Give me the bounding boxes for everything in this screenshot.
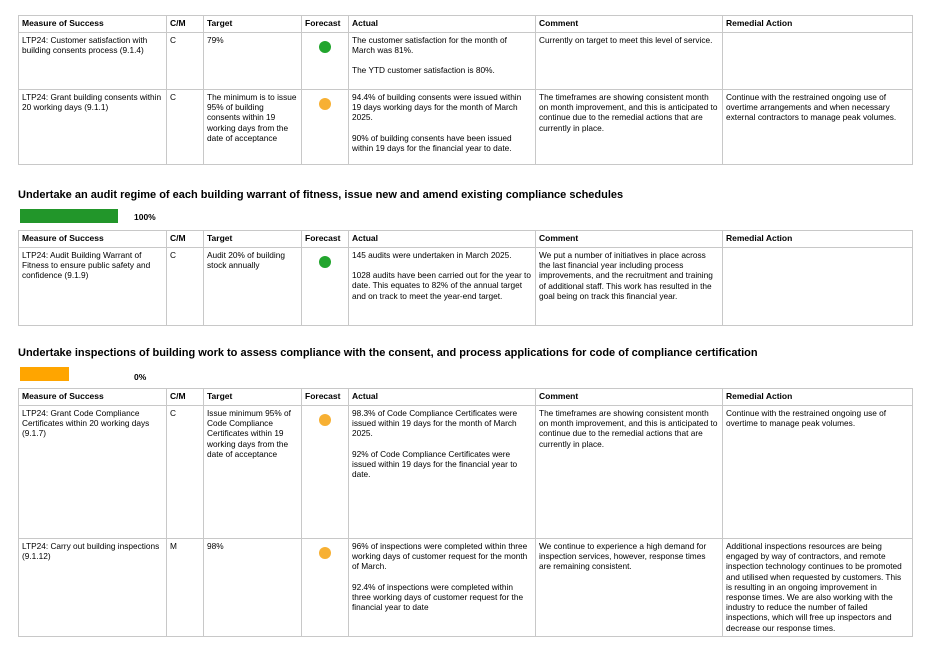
measure-cell: LTP24: Audit Building Warrant of Fitness to ensure public safety and confidence (9.1.9) xyxy=(19,248,167,326)
comment-cell: The timeframes are showing consistent month on month improvement, and this is anticipated to continue due to the remedial actions that are currently in place. xyxy=(536,406,723,539)
col-header-remedial: Remedial Action xyxy=(723,231,913,248)
target-cell: 98% xyxy=(204,539,302,637)
col-header-remedial: Remedial Action xyxy=(723,389,913,406)
col-header-measure: Measure of Success xyxy=(19,231,167,248)
table-header-row xyxy=(19,231,913,248)
section-heading: Undertake inspections of building work to assess compliance with the consent, and process applications for code of compliance certification xyxy=(18,347,758,359)
progress-bar xyxy=(20,367,69,381)
comment-cell: We continue to experience a high demand for inspection services, however, response times are remaining consistent. xyxy=(536,539,723,637)
actual-text: 94.4% of building consents were issued within 19 days working days for the month of March 2025. xyxy=(352,92,522,123)
actual-cell xyxy=(349,90,536,165)
cm-cell: C xyxy=(167,248,204,326)
table-row xyxy=(19,90,913,165)
actual-cell xyxy=(349,33,536,90)
target-cell: The minimum is to issue 95% of building consents within 19 working days from the date of acceptance xyxy=(204,90,302,165)
col-header-actual: Actual xyxy=(349,16,536,33)
remedial-cell xyxy=(723,33,913,90)
forecast-cell xyxy=(302,90,349,165)
col-header-comment: Comment xyxy=(536,16,723,33)
col-header-cm: C/M xyxy=(167,389,204,406)
forecast-status-dot xyxy=(319,256,331,268)
actual-text: The customer satisfaction for the month of March was 81%. xyxy=(352,35,507,56)
actual-cell xyxy=(349,539,536,637)
actual-text: 98.3% of Code Compliance Certificates were issued within 19 days for the month of March 2025. xyxy=(352,408,518,439)
actual-cell xyxy=(349,248,536,326)
actual-text: The YTD customer satisfaction is 80%. xyxy=(352,65,495,76)
col-header-target: Target xyxy=(204,231,302,248)
actual-text: 90% of building consents have been issued within 19 days for the financial year to date. xyxy=(352,132,512,153)
col-header-target: Target xyxy=(204,389,302,406)
actual-text: 1028 audits have been carried out for the year to date. This equates to 82% of the annual target and on track to meet the year-end target. xyxy=(352,270,531,301)
measure-cell: LTP24: Customer satisfaction with building consents process (9.1.4) xyxy=(19,33,167,90)
col-header-cm: C/M xyxy=(167,231,204,248)
col-header-measure: Measure of Success xyxy=(19,16,167,33)
col-header-remedial: Remedial Action xyxy=(723,16,913,33)
performance-table-2 xyxy=(18,230,913,326)
col-header-cm: C/M xyxy=(167,16,204,33)
table-row xyxy=(19,248,913,326)
col-header-actual: Actual xyxy=(349,389,536,406)
actual-text: 92.4% of inspections were completed within three working days of customer request for the financial year to date xyxy=(352,581,524,613)
measure-cell: LTP24: Grant building consents within 20 working days (9.1.1) xyxy=(19,90,167,165)
target-cell: Audit 20% of building stock annually xyxy=(204,248,302,326)
measure-cell: LTP24: Grant Code Compliance Certificates within 20 working days (9.1.7) xyxy=(19,406,167,539)
table-header-row xyxy=(19,16,913,33)
performance-table-1 xyxy=(18,15,913,165)
col-header-forecast: Forecast xyxy=(302,231,349,248)
remedial-cell xyxy=(723,248,913,326)
actual-text: 145 audits were undertaken in March 2025. xyxy=(352,250,512,260)
col-header-measure: Measure of Success xyxy=(19,389,167,406)
comment-cell: Currently on target to meet this level of service. xyxy=(536,33,723,90)
forecast-cell xyxy=(302,33,349,90)
progress-label: 100% xyxy=(134,212,156,222)
progress-label: 0% xyxy=(134,372,147,382)
actual-cell xyxy=(349,406,536,539)
remedial-cell: Additional inspections resources are being engaged by way of contractors, and remote inspection technology continues to be promoted and utilised when requested by customers. This is resulting in an ongoing improvement in response times. We are also working with the industry to reduce the number of failed inspections, which will free up inspectors and decrease our response times. xyxy=(723,539,913,637)
table-row xyxy=(19,33,913,90)
forecast-cell xyxy=(302,406,349,539)
progress-bar xyxy=(20,209,118,223)
forecast-status-dot xyxy=(319,547,331,559)
table-row xyxy=(19,539,913,637)
cm-cell: M xyxy=(167,539,204,637)
table-header-row xyxy=(19,389,913,406)
target-cell: Issue minimum 95% of Code Compliance Certificates within 19 working days from the date of acceptance xyxy=(204,406,302,539)
measure-cell: LTP24: Carry out building inspections (9.1.12) xyxy=(19,539,167,637)
col-header-forecast: Forecast xyxy=(302,16,349,33)
col-header-actual: Actual xyxy=(349,231,536,248)
table-row xyxy=(19,406,913,539)
remedial-cell: Continue with the restrained ongoing use of overtime to manage peak volumes. xyxy=(723,406,913,539)
target-cell: 79% xyxy=(204,33,302,90)
comment-cell: The timeframes are showing consistent month on month improvement, and this is anticipated to continue due to the remedial actions that are currently in place. xyxy=(536,90,723,165)
section-heading: Undertake an audit regime of each building warrant of fitness, issue new and amend existing compliance schedules xyxy=(18,189,624,201)
col-header-forecast: Forecast xyxy=(302,389,349,406)
comment-cell: We put a number of initiatives in place across the last financial year including process improvements, and the recruitment and training of additional staff. This work has resulted in the goal being on track this financial year. xyxy=(536,248,723,326)
forecast-status-dot xyxy=(319,414,331,426)
actual-text: 92% of Code Compliance Certificates were issued within 19 days for the financial year to date. xyxy=(352,448,518,480)
col-header-target: Target xyxy=(204,16,302,33)
cm-cell: C xyxy=(167,406,204,539)
cm-cell: C xyxy=(167,33,204,90)
forecast-status-dot xyxy=(319,98,331,110)
forecast-cell xyxy=(302,248,349,326)
actual-text: 96% of inspections were completed within three working days of customer request for the month of March. xyxy=(352,541,528,572)
cm-cell: C xyxy=(167,90,204,165)
remedial-cell: Continue with the restrained ongoing use of overtime arrangements and when necessary external contractors to manage peak volumes. xyxy=(723,90,913,165)
performance-table-3 xyxy=(18,388,913,637)
forecast-status-dot xyxy=(319,41,331,53)
forecast-cell xyxy=(302,539,349,637)
col-header-comment: Comment xyxy=(536,389,723,406)
col-header-comment: Comment xyxy=(536,231,723,248)
